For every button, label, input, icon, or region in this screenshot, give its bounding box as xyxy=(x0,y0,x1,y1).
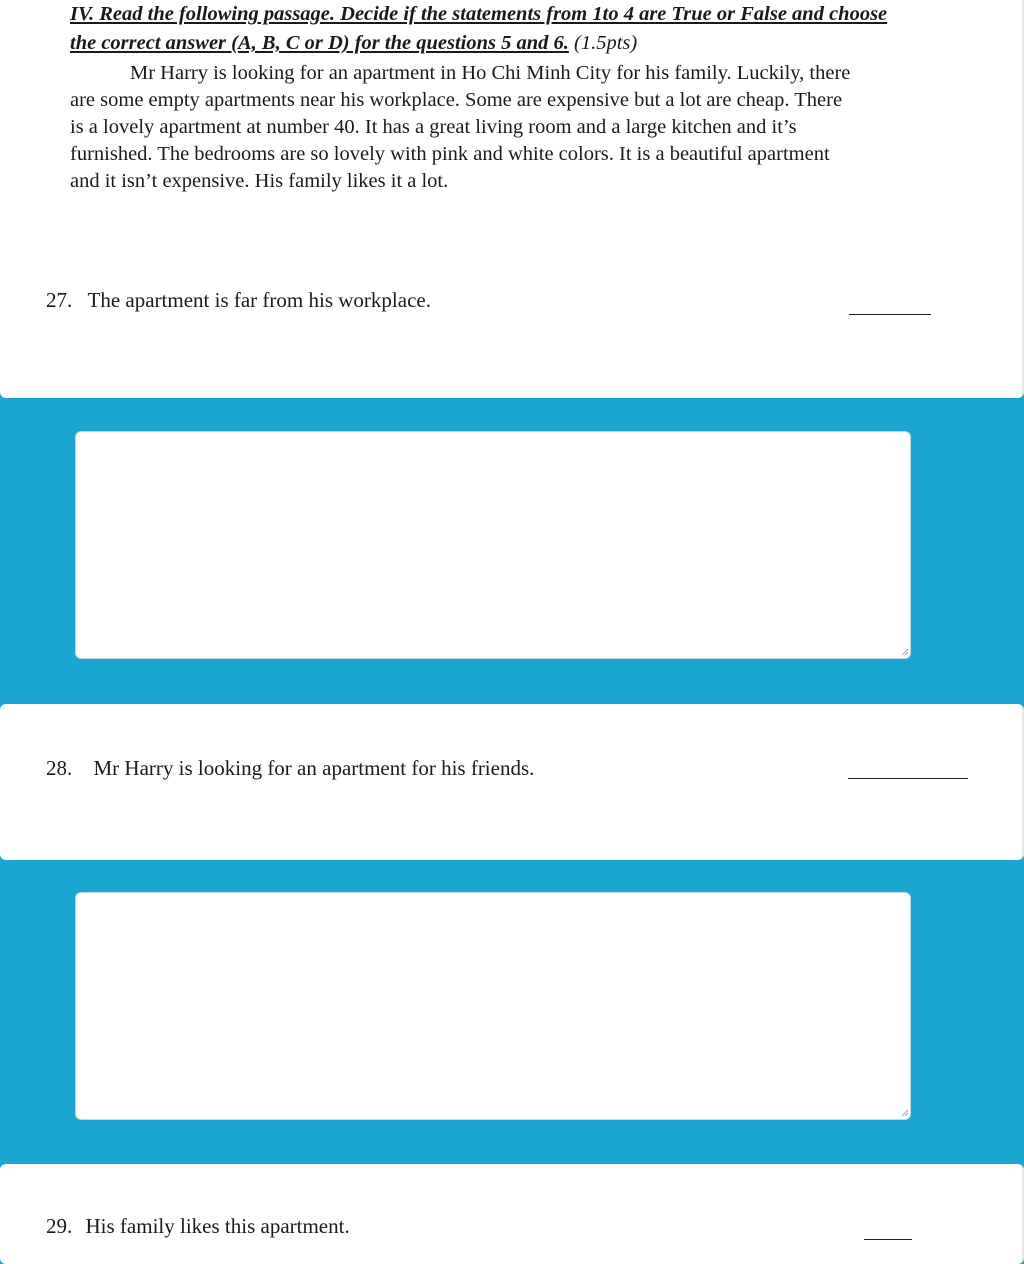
resize-grip-icon[interactable] xyxy=(901,648,909,656)
reading-passage xyxy=(70,60,970,195)
resize-grip-icon[interactable] xyxy=(901,1109,909,1117)
question-card-29 xyxy=(0,1164,1024,1264)
instructions-line-2: the correct answer (A, B, C or D) for the questions 5 and 6. xyxy=(70,32,569,54)
answer-blank-28 xyxy=(848,778,968,779)
question-number: 28. xyxy=(46,756,73,780)
instructions-points: (1.5pts) xyxy=(568,32,638,54)
question-29 xyxy=(46,1214,350,1239)
passage-card xyxy=(0,0,1024,398)
question-27 xyxy=(46,288,431,313)
passage-line: furnished. The bedrooms are so lovely with pink and white colors. It is a beautiful apartment xyxy=(70,143,830,165)
passage-line: are some empty apartments near his workplace. Some are expensive but a lot are cheap. There xyxy=(70,89,843,111)
answer-blank-27 xyxy=(849,314,931,315)
answer-textarea-27[interactable] xyxy=(75,431,911,659)
question-text: The apartment is far from his workplace. xyxy=(87,288,431,312)
question-text: Mr Harry is looking for an apartment for his friends. xyxy=(93,756,535,780)
answer-blank-29 xyxy=(864,1239,912,1240)
passage-line: is a lovely apartment at number 40. It has a great living room and a large kitchen and it’s xyxy=(70,116,797,138)
question-number: 27. xyxy=(46,288,73,312)
passage-line: and it isn’t expensive. His family likes it a lot. xyxy=(70,170,449,192)
instructions xyxy=(70,0,970,58)
passage-line: Mr Harry is looking for an apartment in Ho Chi Minh City for his family. Luckily, there xyxy=(130,62,851,84)
instructions-line-1: IV. Read the following passage. Decide if the statements from 1to 4 are True or False and choose xyxy=(70,3,888,25)
question-card-28 xyxy=(0,704,1024,860)
question-number: 29. xyxy=(46,1214,73,1238)
question-text: His family likes this apartment. xyxy=(85,1214,350,1238)
question-28 xyxy=(46,756,534,781)
answer-textarea-28[interactable] xyxy=(75,892,911,1120)
